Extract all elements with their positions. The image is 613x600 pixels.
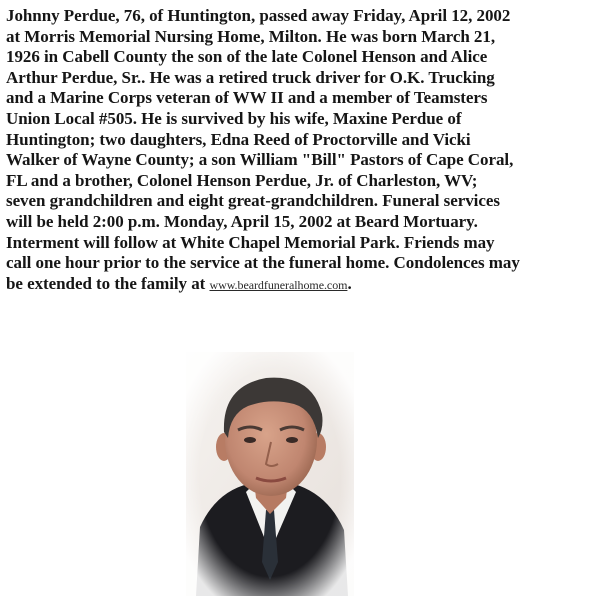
obituary-line: Johnny Perdue, 76, of Huntington, passed away Friday, April 12, 2002 — [6, 6, 511, 25]
portrait-illustration — [186, 352, 354, 596]
obituary-line: will be held 2:00 p.m. Monday, April 15, 2002 at Beard Mortuary. — [6, 211, 478, 231]
portrait-photo — [186, 352, 354, 596]
obituary-last-line-suffix: . — [347, 273, 352, 293]
obituary-line: 1926 in Cabell County the son of the late Colonel Henson and Alice — [6, 47, 488, 67]
obituary-line: at Morris Memorial Nursing Home, Milton. He was born March 21, — [6, 26, 496, 46]
obituary-line: Interment will follow at White Chapel Memorial Park. Friends may — [6, 232, 495, 252]
obituary-last-line — [6, 274, 610, 296]
funeral-home-website-link[interactable]: www.beardfuneralhome.com — [209, 277, 348, 292]
obituary-line: and a Marine Corps veteran of WW II and a member of Teamsters — [6, 88, 488, 108]
obituary-line: call one hour prior to the service at the funeral home. Condolences may — [6, 253, 520, 273]
obituary-line: Walker of Wayne County; a son William "Bill" Pastors of Cape Coral, — [6, 150, 514, 170]
obituary-last-line-prefix: be extended to the family at — [6, 273, 210, 293]
obituary-line: seven grandchildren and eight great-grandchildren. Funeral services — [6, 191, 500, 211]
obituary-line: Huntington; two daughters, Edna Reed of Proctorville and Vicki — [6, 129, 471, 149]
obituary-line: Union Local #505. He is survived by his wife, Maxine Perdue of — [6, 108, 462, 128]
obituary-line: Arthur Perdue, Sr.. He was a retired truck driver for O.K. Trucking — [6, 67, 495, 87]
obituary-line: FL and a brother, Colonel Henson Perdue, Jr. of Charleston, WV; — [6, 170, 478, 190]
obituary-text — [6, 6, 610, 295]
